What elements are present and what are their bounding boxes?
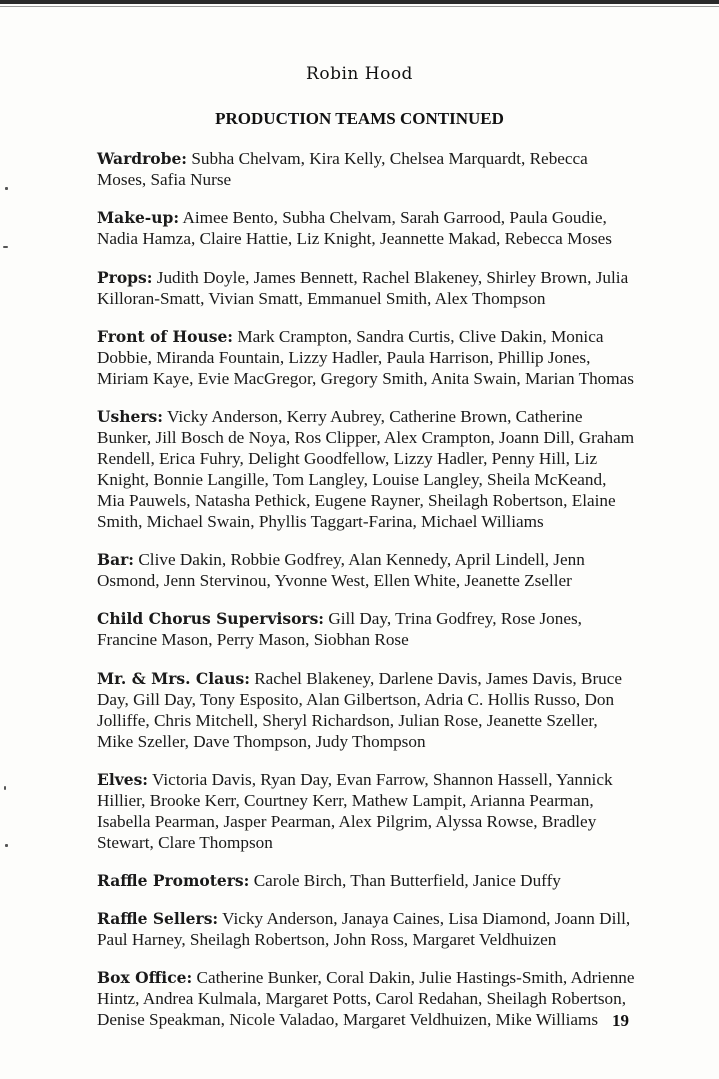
team-names: Subha Chelvam, Kira Kelly, Chelsea Marquardt, Rebecca Moses, Safia Nurse	[97, 149, 588, 190]
team-label: Ushers:	[97, 406, 163, 426]
team-entry-wardrobe	[97, 148, 637, 190]
team-label: Wardrobe:	[97, 149, 188, 169]
page-number: 19	[612, 1011, 629, 1030]
team-names: Aimee Bento, Subha Chelvam, Sarah Garrood, Paula Goudie, Nadia Hamza, Claire Hattie, Liz Knight, Jeannette Makad, Rebecca Moses	[97, 208, 612, 249]
team-label: Raffle Sellers:	[97, 909, 219, 929]
team-label: Child Chorus Supervisors:	[97, 609, 325, 629]
team-label: Make-up:	[97, 208, 180, 228]
scan-speck	[5, 187, 8, 190]
team-names: Carole Birch, Than Butterfield, Janice Duffy	[253, 870, 561, 890]
team-entry-props	[97, 267, 637, 309]
team-label: Bar:	[97, 550, 135, 570]
team-label: Raffle Promoters:	[97, 870, 250, 890]
top-border	[0, 0, 719, 4]
team-names: Judith Doyle, James Bennett, Rachel Blakeney, Shirley Brown, Julia Killoran-Smatt, Vivian Smatt, Emmanuel Smith, Alex Thompson	[97, 267, 629, 308]
team-entry-raffle-sellers	[97, 908, 637, 950]
team-names: Mark Crampton, Sandra Curtis, Clive Dakin, Monica Dobbie, Miranda Fountain, Lizzy Hadler, Paula Harrison, Phillip Jones, Miriam Kaye, Evie MacGregor, Gregory Smith, Anita Swain, Marian Thomas	[97, 326, 634, 388]
team-names: Victoria Davis, Ryan Day, Evan Farrow, Shannon Hassell, Yannick Hillier, Brooke Kerr, Courtney Kerr, Mathew Lampit, Arianna Pearman, Isabella Pearman, Jasper Pearman, Alex Pilgrim, Alyssa Rowse, Bradley Stewart, Clare Thompson	[97, 769, 613, 852]
team-label: Props:	[97, 267, 153, 287]
team-names: Vicky Anderson, Janaya Caines, Lisa Diamond, Joann Dill, Paul Harney, Sheilagh Robertson, John Ross, Margaret Veldhuizen	[97, 909, 631, 950]
section-heading: PRODUCTION TEAMS CONTINUED	[215, 109, 504, 128]
team-names: Catherine Bunker, Coral Dakin, Julie Hastings-Smith, Adrienne Hintz, Andrea Kulmala, Margaret Potts, Carol Redahan, Sheilagh Robertson, Denise Speakman, Nicole Valadao, Margaret Veldhuizen, Mike Williams	[97, 968, 635, 1030]
scan-speck	[5, 844, 8, 847]
team-entry-child-chorus-supervisors	[97, 608, 637, 650]
team-entry-box-office	[97, 967, 637, 1030]
team-entry-bar	[97, 549, 637, 591]
team-entry-make-up	[97, 207, 637, 249]
team-entry-front-of-house	[97, 326, 637, 389]
team-label: Box Office:	[97, 968, 193, 988]
team-label: Elves:	[97, 769, 149, 789]
team-list	[97, 131, 637, 1036]
team-names: Clive Dakin, Robbie Godfrey, Alan Kennedy, April Lindell, Jenn Osmond, Jenn Stervinou, Yvonne West, Ellen White, Jeanette Zseller	[97, 550, 585, 591]
running-header-title: Robin Hood	[306, 64, 413, 84]
team-names: Vicky Anderson, Kerry Aubrey, Catherine Brown, Catherine Bunker, Jill Bosch de Noya, Ros Clipper, Alex Crampton, Joann Dill, Graham Rendell, Erica Fuhry, Delight Goodfellow, Lizzy Hadler, Penny Hill, Liz Knight, Bonnie Langille, Tom Langley, Louise Langley, Sheila McKeand, Mia Pauwels, Natasha Pethick, Eugene Rayner, Sheilagh Robertson, Elaine Smith, Michael Swain, Phyllis Taggart-Farina, Michael Williams	[97, 406, 635, 531]
scan-speck	[3, 246, 8, 248]
team-names: Rachel Blakeney, Darlene Davis, James Davis, Bruce Day, Gill Day, Tony Esposito, Alan Gilbertson, Adria C. Hollis Russo, Don Jolliffe, Chris Mitchell, Sheryl Richardson, Julian Rose, Jeanette Szeller, Mike Szeller, Dave Thompson, Judy Thompson	[97, 668, 623, 751]
team-label: Mr. & Mrs. Claus:	[97, 668, 250, 688]
team-entry-raffle-promoters	[97, 870, 637, 891]
team-entry-ushers	[97, 406, 637, 532]
team-label: Front of House:	[97, 326, 234, 346]
top-border-shadow	[0, 6, 719, 7]
team-entry-elves	[97, 769, 637, 853]
team-entry-mr-mrs-claus	[97, 668, 637, 752]
team-names: Gill Day, Trina Godfrey, Rose Jones, Francine Mason, Perry Mason, Siobhan Rose	[97, 609, 582, 650]
scan-speck	[4, 786, 6, 790]
